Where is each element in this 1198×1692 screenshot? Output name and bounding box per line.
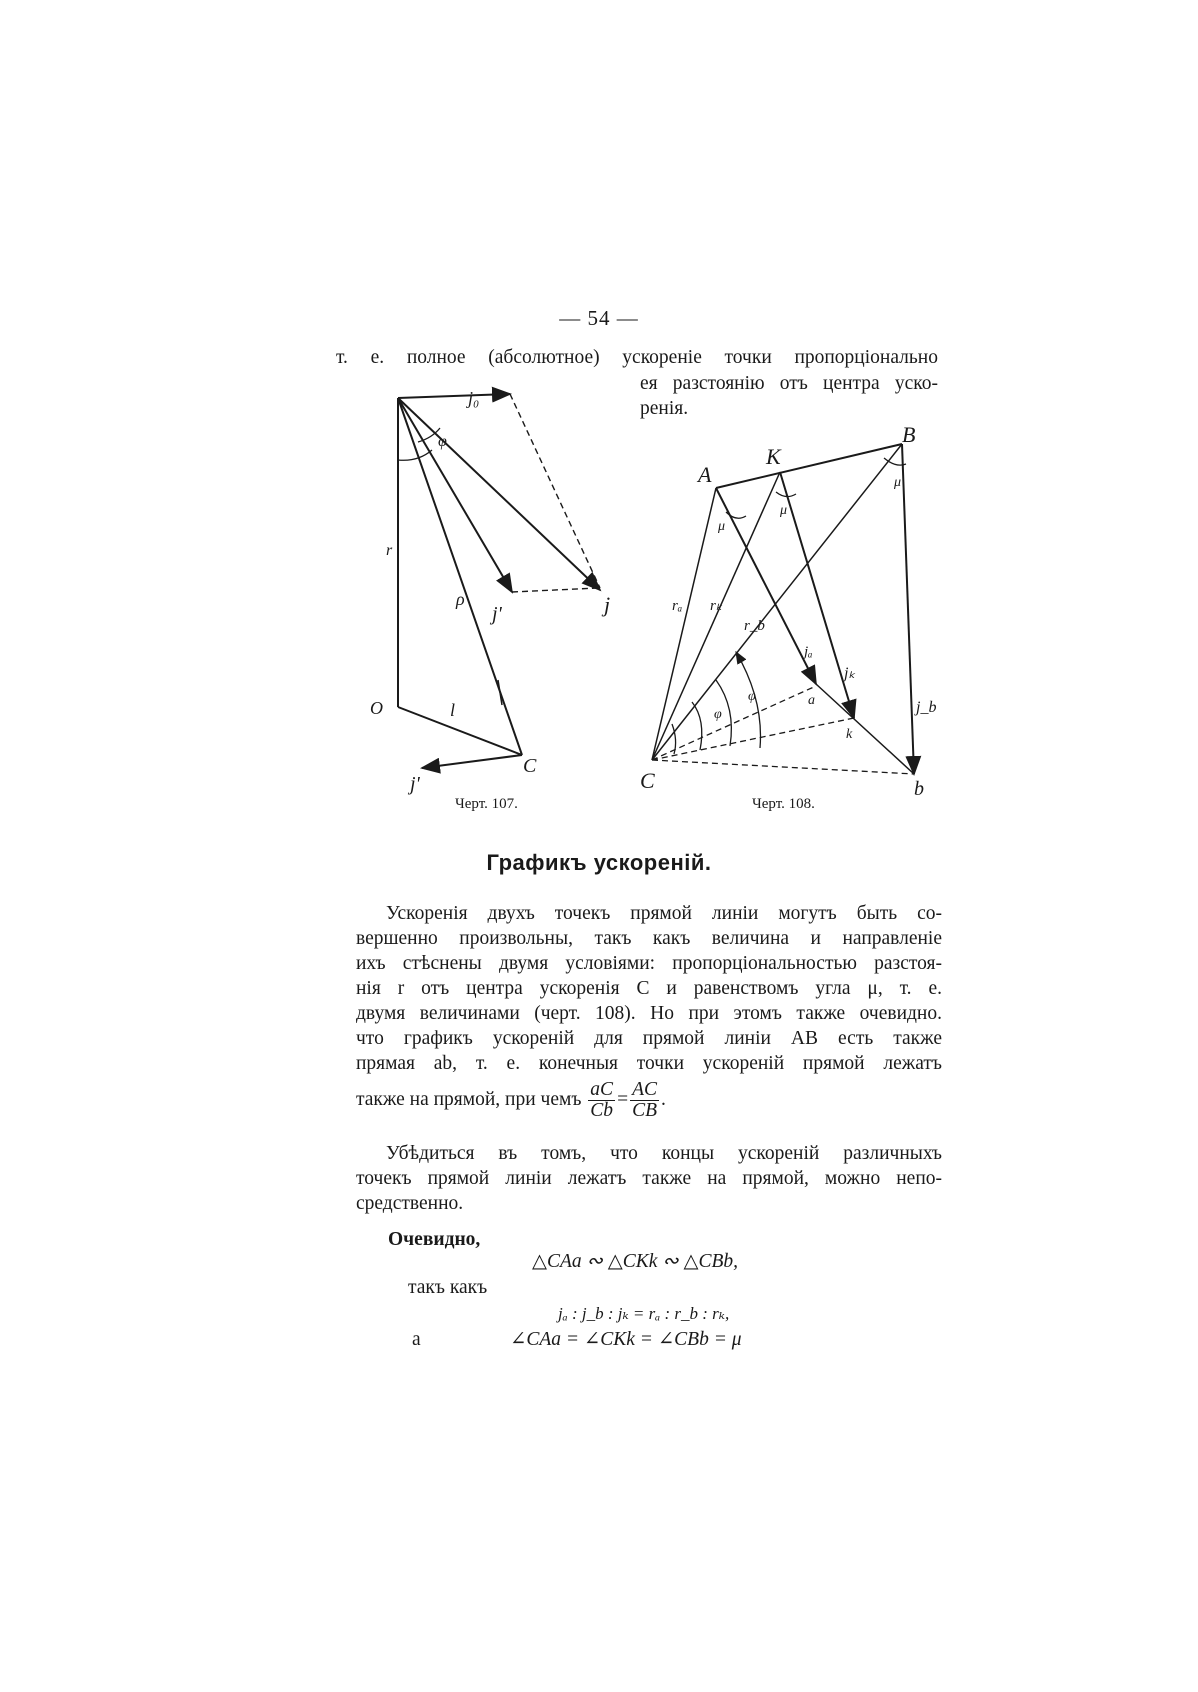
fig108-label-B: B — [902, 422, 916, 447]
formula-angles: ∠CAa = ∠CKk = ∠CBb = μ — [510, 1329, 742, 1350]
figure-107-caption: Черт. 107. — [455, 796, 518, 812]
obviously-text: Очевидно, — [388, 1229, 481, 1250]
fig108-angle-arc-2 — [692, 702, 702, 750]
fraction-1-numerator: aC — [590, 1079, 614, 1100]
since-text: такъ какъ — [408, 1277, 488, 1298]
paragraph1-line-7: прямая ab, т. е. конечныя точки ускореній прямой лежатъ — [356, 1053, 942, 1074]
and-text: а — [412, 1329, 421, 1350]
fig108-label-jb: j_b — [916, 699, 937, 716]
fig108-label-phi-1: φ — [714, 707, 722, 722]
fig108-label-K: K — [766, 444, 781, 469]
fig108-label-ja: jₐ — [804, 644, 813, 660]
fraction-2-numerator: AC — [632, 1079, 657, 1100]
paragraph1-line-5: двумя величинами (черт. 108). Но при этомъ также очевидно. — [356, 1003, 942, 1024]
fig107-j-vector — [398, 398, 600, 590]
figure-108-caption: Черт. 108. — [752, 796, 815, 812]
page-number: — 54 — — [559, 306, 639, 330]
fig107-label-jprime: j' — [410, 773, 420, 795]
section-heading: Графикъ ускореній. — [486, 850, 712, 875]
paragraph1-last-text: также на прямой, при чемъ — [356, 1088, 582, 1110]
fig108-ja-vector — [716, 488, 816, 684]
fig108-AB-line — [716, 444, 902, 488]
fig108-label-a: a — [808, 693, 815, 708]
fig108-label-mu-A: μ — [718, 519, 726, 534]
equals-sign: = — [617, 1088, 629, 1110]
fig108-label-C: C — [640, 768, 655, 793]
fraction-2-denominator: CB — [632, 1100, 657, 1121]
figure-107 — [370, 380, 630, 800]
intro-line-2: ея разстоянію отъ центра уско- — [640, 373, 938, 394]
fig108-label-ra: rₐ — [672, 598, 683, 614]
fig108-label-phi-2: φ — [748, 689, 756, 704]
fig108-label-A: A — [698, 462, 712, 487]
paragraph2-line-3: средственно. — [356, 1193, 464, 1214]
fig107-l-line — [398, 707, 522, 755]
intro-line-3: ренія. — [640, 398, 689, 419]
fig108-label-rk: rₖ — [710, 598, 723, 614]
fig107-label-j1: j' — [492, 603, 502, 625]
fig107-label-j0: j₀ — [468, 388, 480, 408]
fig107-label-l: l — [450, 700, 456, 720]
fig108-label-jk: jₖ — [844, 665, 856, 682]
fig107-label-O: O — [370, 698, 383, 718]
paragraph2-line-1: Убѣдиться въ томъ, что концы ускореній различныхъ — [386, 1143, 942, 1164]
fig108-jb-vector — [902, 444, 914, 774]
paragraph1-line-2: вершенно произвольны, такъ какъ величина и направленіе — [356, 928, 942, 949]
paragraph2-line-2: точекъ прямой линіи лежатъ также на прямой, можно непо- — [356, 1168, 942, 1189]
fig108-jk-vector — [780, 472, 854, 718]
paragraph1-line-1: Ускоренія двухъ точекъ прямой линіи могутъ быть со- — [386, 903, 942, 924]
fig108-label-k: k — [846, 727, 853, 742]
fig108-dashed-Ca — [652, 686, 816, 760]
fig107-label-r: r — [386, 542, 393, 559]
figure-108 — [640, 420, 940, 800]
fig107-label-rho: ρ — [456, 589, 465, 609]
paragraph1-line-4: нія r отъ центра ускоренія C и равенствомъ угла μ, т. е. — [356, 978, 942, 999]
fig108-label-mu-B: μ — [894, 475, 902, 490]
fig108-label-mu-K: μ — [780, 503, 788, 518]
fraction-aC-Cb — [588, 1080, 615, 1121]
fig107-label-phi: φ — [438, 433, 447, 450]
fig108-dashed-Ck — [652, 718, 854, 760]
fig107-jprime-vector — [422, 755, 522, 768]
fig107-dashed-j1-j — [512, 588, 598, 592]
fig108-label-rb: r_b — [744, 618, 765, 634]
fig107-j0-vector — [398, 394, 510, 398]
fig107-angle-arc-1 — [398, 450, 432, 460]
paragraph1-line-8 — [356, 1080, 666, 1121]
formula-triangles: △CAa ∾ △CKk ∾ △CBb, — [532, 1251, 739, 1272]
formula-ratios: jₐ : j_b : jₖ = rₐ : r_b : rₖ, — [558, 1304, 730, 1323]
intro-line-1: т. е. полное (абсолютное) ускореніе точки пропорціонально — [336, 347, 938, 368]
fig108-dashed-Cb — [652, 760, 914, 774]
paragraph1-line-3: ихъ стѣснены двумя условіями: пропорціональностью разстоя- — [356, 953, 942, 974]
fig108-ab-line — [816, 684, 914, 774]
fraction-1-denominator: Cb — [590, 1100, 614, 1121]
fig107-label-C: C — [523, 755, 537, 777]
fig107-dashed-j0-j — [510, 394, 600, 588]
paragraph1-line-6: что графикъ ускореній для прямой линіи AB есть также — [356, 1028, 942, 1049]
sentence-end: . — [660, 1088, 666, 1110]
fig107-tick — [498, 680, 502, 705]
fig107-label-j: j — [604, 592, 611, 617]
fig108-label-b: b — [914, 778, 924, 800]
fraction-AC-CB — [630, 1080, 659, 1121]
